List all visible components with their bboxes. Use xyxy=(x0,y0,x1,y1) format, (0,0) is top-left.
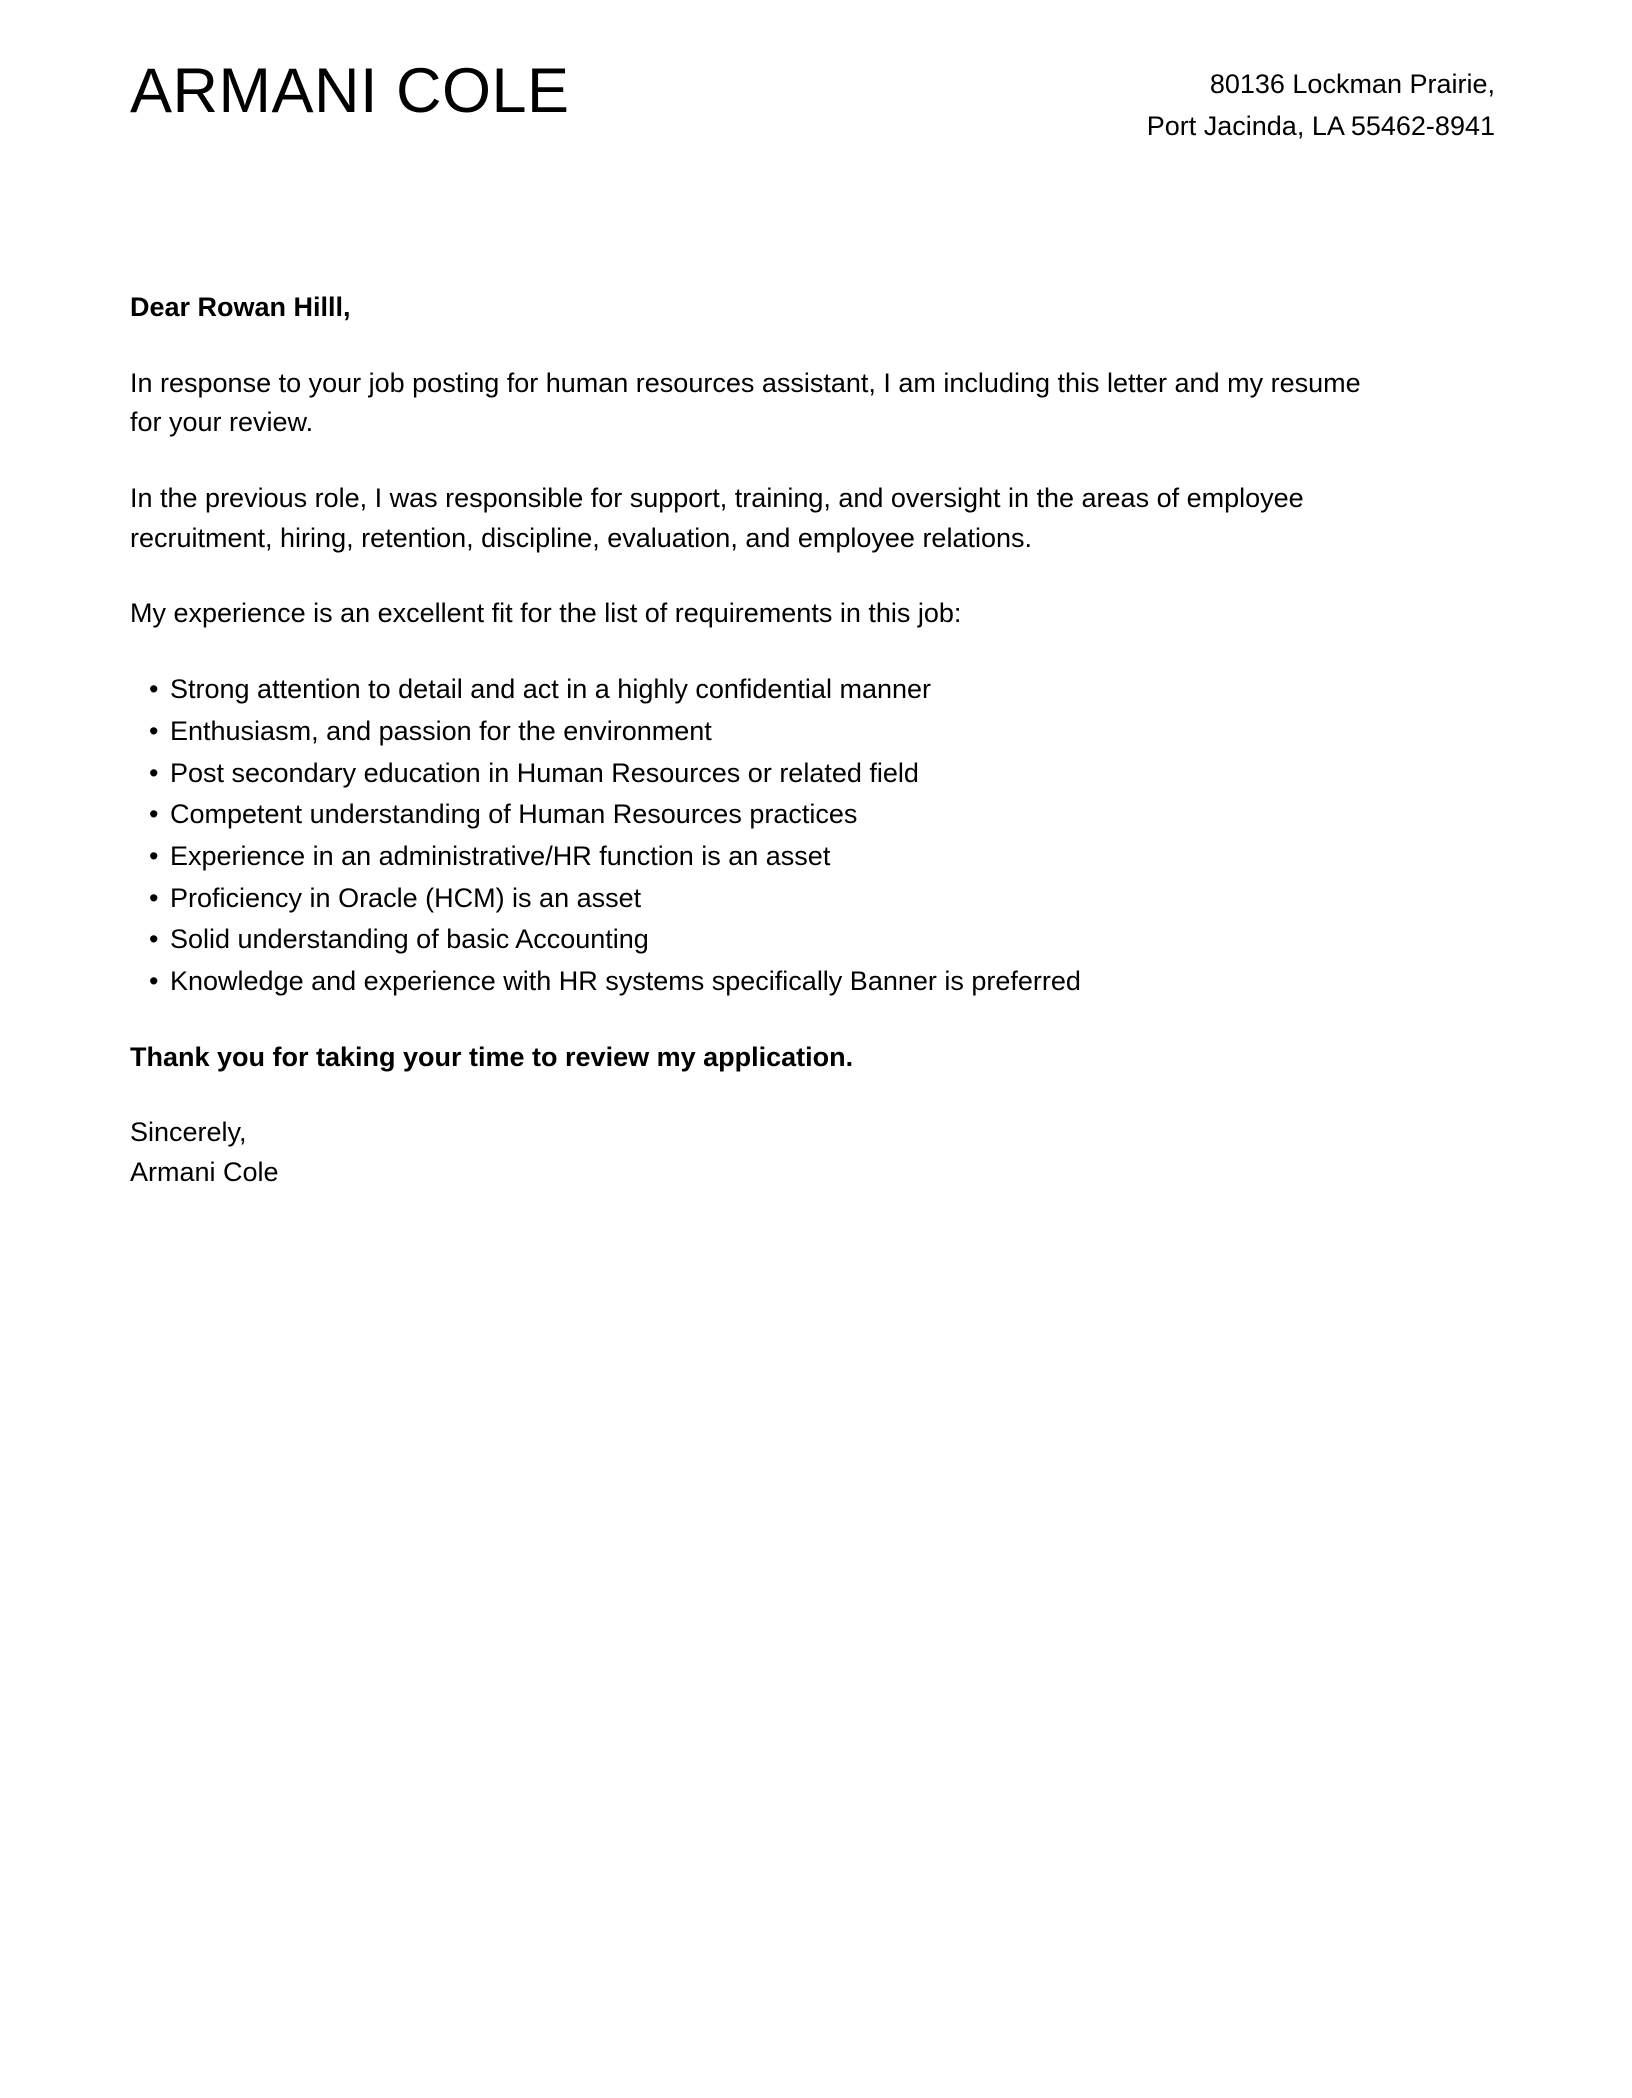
requirement-item xyxy=(130,670,1440,710)
signoff-name: Armani Cole xyxy=(130,1157,279,1187)
signoff-block xyxy=(130,1113,1440,1192)
requirement-label: Post secondary education in Human Resources or related field xyxy=(170,757,919,788)
requirement-item xyxy=(130,837,1440,877)
requirement-item xyxy=(130,920,1440,960)
body-paragraph-3: My experience is an excellent fit for the list of requirements in this job: xyxy=(130,598,962,629)
requirement-item xyxy=(130,795,1440,835)
requirement-label: Enthusiasm, and passion for the environment xyxy=(170,715,712,746)
bullet-icon: • xyxy=(149,799,159,830)
requirement-label: Competent understanding of Human Resources practices xyxy=(170,799,858,830)
signoff-salutation: Sincerely, xyxy=(130,1117,247,1148)
bullet-icon: • xyxy=(149,965,159,996)
sender-address-line-2: Port Jacinda, LA 55462-8941 xyxy=(1146,110,1495,141)
body-paragraph-2: In the previous role, I was responsible for support, training, and oversight in the areas of employee recruitment, hiring, retention, discipline, evaluation, and employee relations. xyxy=(130,483,1304,553)
bullet-icon: • xyxy=(149,674,159,705)
requirement-label: Knowledge and experience with HR systems specifically Banner is preferred xyxy=(170,965,1081,996)
bullet-icon: • xyxy=(149,715,159,746)
requirement-item xyxy=(130,712,1440,752)
bullet-icon: • xyxy=(149,840,159,871)
requirement-label: Proficiency in Oracle (HCM) is an asset xyxy=(170,882,642,913)
bullet-icon: • xyxy=(149,882,159,913)
closing-statement: Thank you for taking your time to review my application. xyxy=(130,1041,854,1072)
salutation: Dear Rowan Hilll, xyxy=(130,292,351,322)
sender-address-line-1: 80136 Lockman Prairie, xyxy=(1209,69,1495,99)
requirement-label: Experience in an administrative/HR function is an asset xyxy=(170,840,831,871)
sender-name: ARMANI COLE xyxy=(130,56,570,126)
requirement-label: Solid understanding of basic Accounting xyxy=(170,924,649,955)
letter-body xyxy=(130,288,1440,1193)
bullet-icon: • xyxy=(149,757,159,788)
sender-address-block xyxy=(1147,58,1495,148)
letter-header xyxy=(130,58,1495,148)
requirements-list xyxy=(130,670,1440,1002)
requirement-item xyxy=(130,962,1440,1002)
requirement-item xyxy=(130,879,1440,919)
bullet-icon: • xyxy=(149,924,159,955)
requirement-item xyxy=(130,754,1440,794)
body-paragraph-1: In response to your job posting for human resources assistant, I am including this letter and my resume for your review. xyxy=(130,367,1361,438)
requirement-label: Strong attention to detail and act in a highly confidential manner xyxy=(170,674,931,705)
